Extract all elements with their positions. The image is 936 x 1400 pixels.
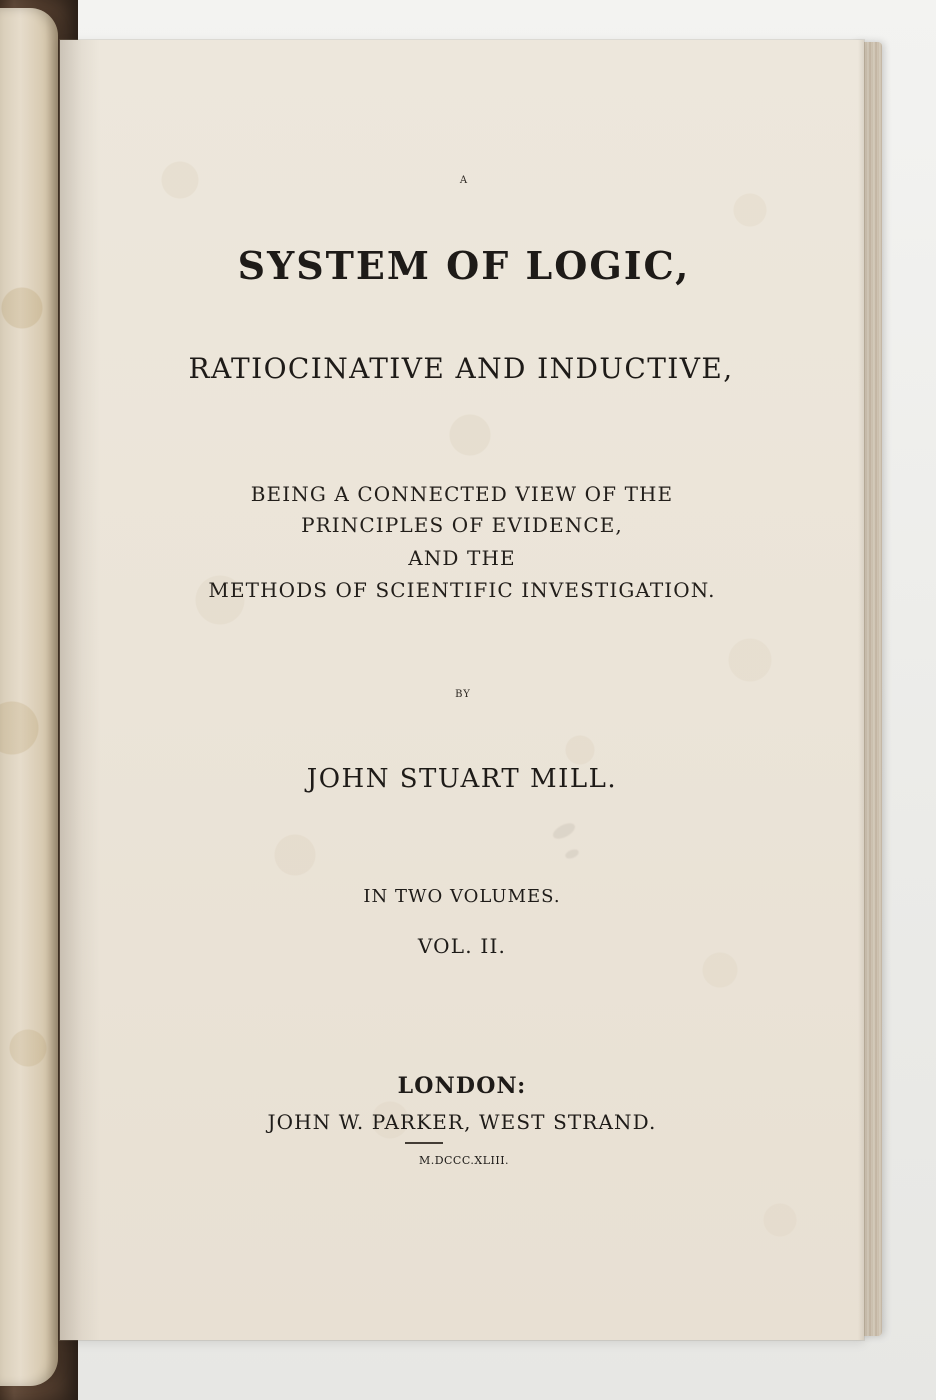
title-article: A xyxy=(459,175,469,186)
book-title: SYSTEM OF LOGIC, xyxy=(237,243,691,288)
description-line-4: METHODS OF SCIENTIFIC INVESTIGATION. xyxy=(208,578,716,602)
page-mark xyxy=(551,820,578,842)
title-page-content xyxy=(60,40,864,1340)
publisher-rule xyxy=(405,1142,443,1144)
publication-date: M.DCCC.XLIII. xyxy=(418,1154,510,1167)
volume-count: IN TWO VOLUMES. xyxy=(363,886,561,907)
author-name: JOHN STUART MILL. xyxy=(306,764,618,794)
left-page-edge xyxy=(0,8,58,1386)
description-line-3: AND THE xyxy=(408,546,516,570)
publication-place: LONDON: xyxy=(397,1073,527,1099)
publisher-line: JOHN W. PARKER, WEST STRAND. xyxy=(267,1110,657,1134)
description-line-2: PRINCIPLES OF EVIDENCE, xyxy=(301,513,623,537)
page-mark xyxy=(564,848,580,861)
description-line-1: BEING A CONNECTED VIEW OF THE xyxy=(250,482,674,506)
by-line: BY xyxy=(455,689,471,700)
volume-number: VOL. II. xyxy=(417,934,507,958)
book-subtitle: RATIOCINATIVE AND INDUCTIVE, xyxy=(188,352,734,385)
title-page xyxy=(60,40,864,1340)
